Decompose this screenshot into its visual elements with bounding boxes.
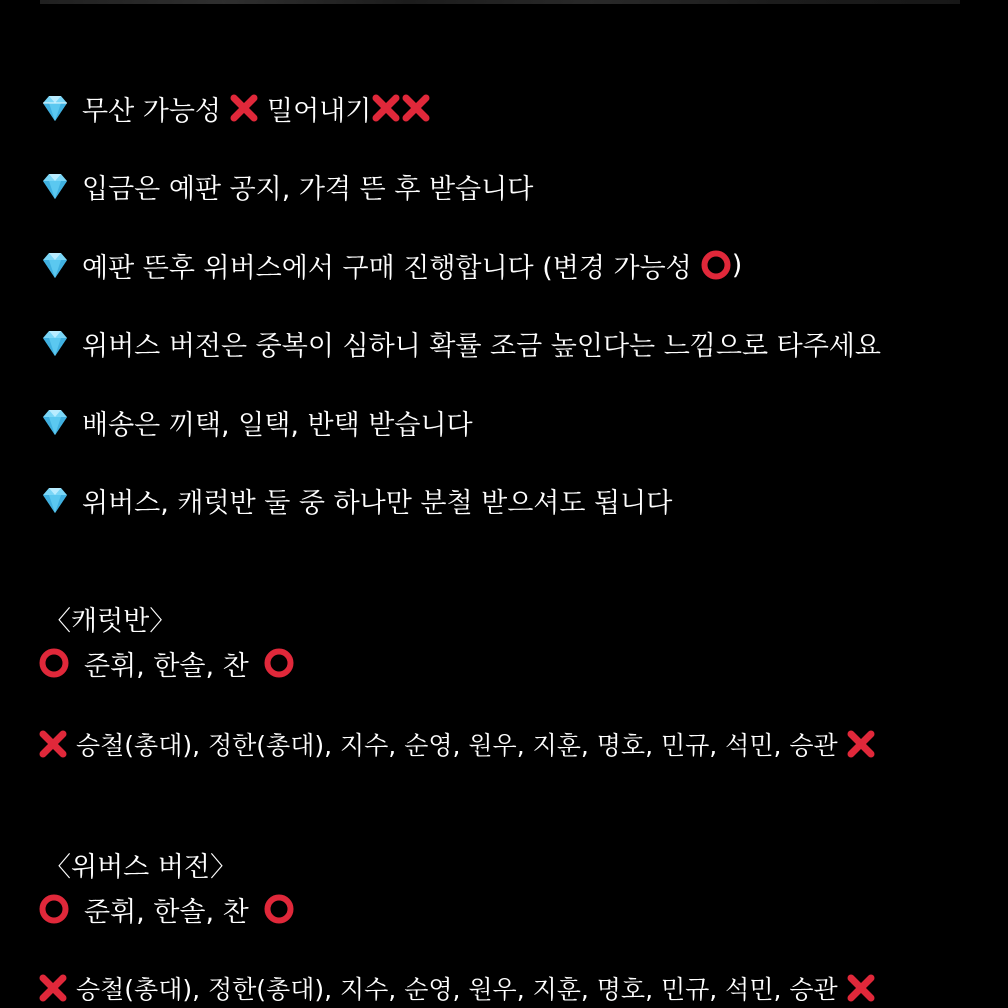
section-heading-carat: 〈캐럿반〉 (44, 605, 177, 637)
member-list: 승철(총대), 정한(총대), 지수, 순영, 원우, 지훈, 명호, 민규, 석민, 승관 (76, 975, 838, 1004)
note-cancellation (38, 88, 431, 128)
note-text: 무산 가능성 (82, 95, 221, 127)
note-text: 예판 뜬후 위버스에서 구매 진행합니다 (변경 가능성 (82, 252, 692, 284)
gem-icon (38, 326, 72, 360)
note-text: ) (731, 249, 743, 281)
member-list: 승철(총대), 정한(총대), 지수, 순영, 원우, 지훈, 명호, 민규, 석민, 승관 (76, 731, 838, 760)
cropped-text-row (40, 0, 960, 4)
hollow-red-circle-icon (263, 893, 295, 925)
note-payment (38, 166, 533, 206)
gem-icon (38, 91, 72, 125)
note-weverse-duplicates (38, 323, 881, 363)
hollow-red-circle-icon (38, 893, 70, 925)
note-text: 위버스, 캐럿반 둘 중 하나만 분철 받으셔도 됩니다 (82, 487, 673, 519)
cross-mark-icon (371, 93, 401, 123)
unavailable-members-carat (38, 724, 876, 764)
hollow-red-circle-icon (700, 249, 732, 281)
note-text: 입금은 예판 공지, 가격 뜬 후 받습니다 (82, 173, 534, 205)
cross-mark-icon (401, 93, 431, 123)
note-text: 밀어내기 (267, 95, 372, 127)
gem-icon (38, 248, 72, 282)
gem-icon (38, 169, 72, 203)
cross-mark-icon (846, 729, 876, 759)
gem-icon (38, 405, 72, 439)
member-list: 준휘, 한솔, 찬 (84, 896, 249, 928)
hollow-red-circle-icon (263, 647, 295, 679)
unavailable-members-weverse (38, 968, 876, 1008)
cross-mark-icon (229, 93, 259, 123)
cross-mark-icon (846, 973, 876, 1003)
note-purchase (38, 245, 742, 285)
member-list: 준휘, 한솔, 찬 (84, 650, 249, 682)
note-shipping (38, 402, 473, 442)
hollow-red-circle-icon (38, 647, 70, 679)
available-members-weverse (38, 889, 295, 929)
note-text: 위버스 버전은 중복이 심하니 확률 조금 높인다는 느낌으로 타주세요 (82, 330, 881, 362)
cross-mark-icon (38, 973, 68, 1003)
gem-icon (38, 483, 72, 517)
note-either-version (38, 480, 672, 520)
note-text: 배송은 끼택, 일택, 반택 받습니다 (82, 409, 473, 441)
available-members-carat (38, 643, 295, 683)
cross-mark-icon (38, 729, 68, 759)
section-heading-weverse: 〈위버스 버전〉 (44, 851, 237, 883)
